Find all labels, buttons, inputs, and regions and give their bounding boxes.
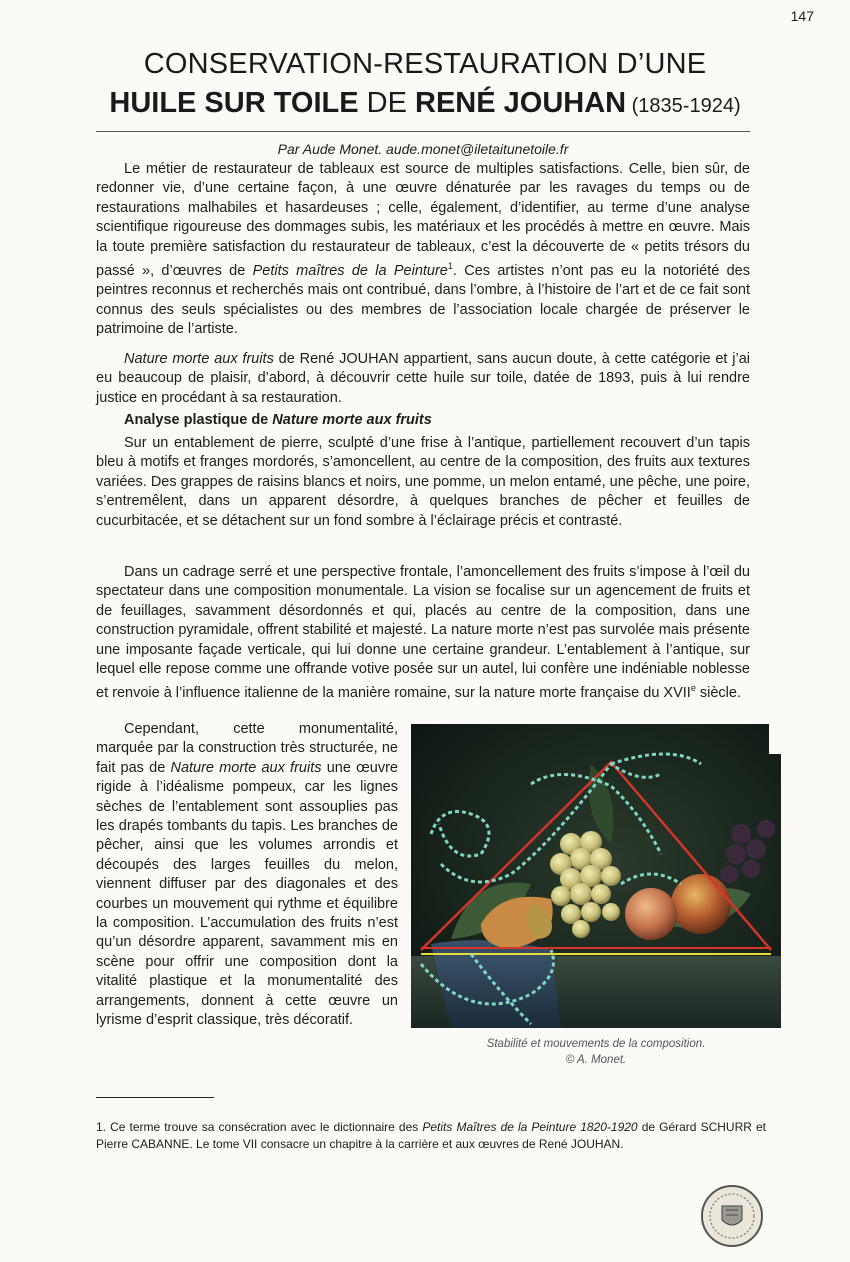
- title-rule: [96, 131, 750, 132]
- title-dates: (1835-1924): [626, 95, 741, 117]
- paragraph-4-text-a: Dans un cadrage serré et une perspective frontale, l’amoncellement des fruits s’impose à l’œil du spectateur dans une composition monumentale. La vision se focalise sur un agencement de fruits et de feuillages, savamment désordonnés et qui, placés au centre de la composition, dans une construction pyramidale, offrent stabilité et majesté. La nature morte n’est pas survolée mais présente une imposante façade verticale, qui lui donne une certaine grandeur. L’entablement à l’antique, sur lequel elle repose comme une offrande votive posée sur un autel, lui confère une indéniable noblesse et renvoie à l’influence italienne de la manière romaine, sur la nature morte française du XVII: [96, 564, 750, 702]
- painting-composition-figure: [411, 724, 781, 1028]
- paragraph-5-italic: Nature morte aux fruits: [170, 759, 322, 776]
- apple: [671, 874, 731, 934]
- paragraph-4: [96, 563, 750, 704]
- page-number: 147: [790, 8, 814, 24]
- paragraph-1-italic: Petits maîtres de la Peinture: [252, 262, 448, 279]
- footnote-ref: 1: [447, 261, 453, 272]
- paragraph-5: [96, 720, 398, 1031]
- footnote: [96, 1119, 766, 1152]
- byline: Par Aude Monet. aude.monet@iletaitunetoile.fr: [277, 141, 569, 157]
- paragraph-1-text-a: Le métier de restaurateur de tableaux est source de multiples satisfactions. Celle, bien sûr, de redonner vie, d’une certaine façon, à une œuvre dénaturée par les ravages du temps ou de restaurations malhabiles et hasardeuses ; celle, également, d’identifier, au terme d’une analyse scientifique rigoureuse des dommages subis, les matériaux et les procédés à mettre en œuvre. Mais la toute première satisfaction du restaurateur de tableaux, c’est la découverte de « petits trésors du passé », d’œuvres de: [96, 161, 750, 279]
- footnote-italic: Petits Maîtres de la Peinture 1820-1920: [422, 1120, 638, 1134]
- association-seal-icon: [700, 1184, 764, 1248]
- footnote-text-b: de Gérard SCHURR et Pierre CABANNE. Le tome VII consacre un chapitre à la carrière et aux œuvres de René JOUHAN.: [96, 1120, 766, 1151]
- paragraph-4-text-b: siècle.: [695, 685, 741, 702]
- paragraph-1-text-b: . Ces artistes n’ont pas eu la notoriété des peintres reconnus et recherchés mais ont contribué, dans l’ombre, à l’histoire de l’art et de ce fait sont connus des seuls spécialistes ou des membres de l’association locale chargée de préserver le patrimoine de l’artiste.: [96, 262, 750, 338]
- footnote-rule: [96, 1097, 214, 1098]
- century-superscript: e: [690, 683, 696, 694]
- paragraph-3: Sur un entablement de pierre, sculpté d’une frise à l’antique, partiellement recouvert d’un tapis bleu à motifs et franges mordorés, s’amoncellent, au centre de la composition, des fruits aux textures variées. Des grappes de raisins blancs et noirs, une pomme, un melon entamé, une pêche, une poire, s’entremêlent, dans un apparent désordre, à quelques branches de pêcher et feuilles de cucurbitacée, et se détachent sur un fond sombre à l’éclairage précis et contrasté.: [96, 435, 750, 529]
- caption-line-2: © A. Monet.: [565, 1054, 627, 1066]
- paragraph-1: [96, 160, 750, 339]
- paragraph-2-text: de René JOUHAN appartient, sans aucun doute, à cette catégorie et j’ai eu beaucoup de plaisir, d’abord, à découvrir cette huile sur toile, datée de 1893, puis à lui rendre justice en procédant à sa restauration.: [96, 351, 750, 406]
- paragraph-5-text-b: une œuvre rigide à l’idéalisme pompeux, car les lignes sèches de l’entablement sont assouplies pas les drapés tombants du tapis. Les branches de pêcher, ainsi que les volumes arrondis et découpés des larges feuilles du melon, viennent diffuser par des diagonales et des courbes un mouvement qui rythme et équilibre la composition. L’accumulation des fruits n’est qu’un désordre apparent, savamment mis en scène pour offrir une composition dont la vitalité plastique et la monumentalité des arrangements, donnent à cette œuvre un lyrisme d’esprit classique, très décoratif.: [96, 759, 398, 1029]
- section-heading-italic: Nature morte aux fruits: [272, 412, 432, 428]
- painting-illustration: [411, 724, 781, 1028]
- paragraph-2-italic: Nature morte aux fruits: [124, 351, 274, 367]
- paragraph-5-text-a: Cependant, cette monumentalité, marquée par la construction très structurée, ne fait pas de: [96, 721, 398, 776]
- image-edge-damage: [769, 724, 781, 754]
- footnote-text-a: 1. Ce terme trouve sa consécration avec le dictionnaire des: [96, 1120, 423, 1134]
- section-heading: [124, 412, 432, 428]
- title-bold-part-2: RENÉ JOUHAN: [415, 87, 627, 119]
- section-heading-text: Analyse plastique de: [124, 412, 273, 428]
- title-connector: DE: [358, 87, 415, 119]
- article-title-line1: CONSERVATION-RESTAURATION D’UNE: [143, 48, 707, 80]
- paragraph-2: [96, 350, 750, 408]
- article-title-line2: [95, 87, 755, 120]
- peach: [625, 888, 677, 940]
- caption-line-1: Stabilité et mouvements de la composition.: [486, 1038, 706, 1050]
- figure-caption: [411, 1036, 781, 1068]
- title-bold-part-1: HUILE SUR TOILE: [109, 87, 359, 119]
